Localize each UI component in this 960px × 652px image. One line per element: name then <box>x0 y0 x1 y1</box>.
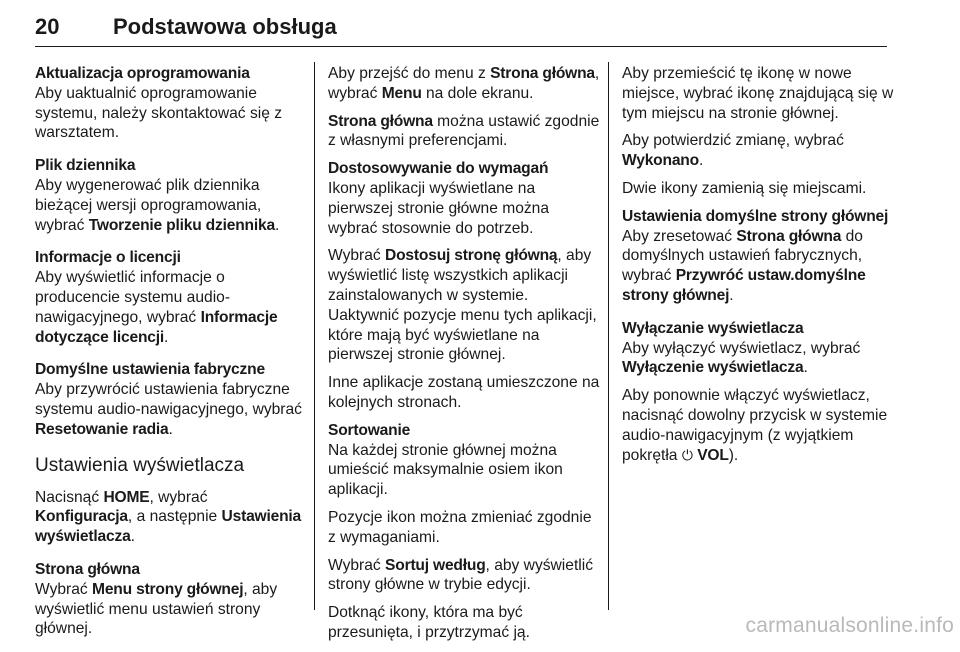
paragraph <box>328 112 602 152</box>
text: na dole ekranu. <box>421 84 534 102</box>
menu-option: Menu <box>381 84 422 102</box>
column-divider <box>314 62 315 610</box>
block-home-page <box>35 560 305 639</box>
text: Aby wyłączyć wyświetlacz, wybrać <box>622 339 861 357</box>
subheading: Wyłączanie wyświetlacza <box>622 319 804 337</box>
paragraph: Aby potwierdzić zmianę, wybrać Wykonano. <box>622 132 844 170</box>
chapter-title: Podstawowa obsługa <box>113 14 337 39</box>
subheading: Plik dziennika <box>35 157 136 175</box>
paragraph: Aby uaktualnić oprogramowanie systemu, należy skontaktować się z warsztatem. <box>35 84 283 142</box>
block-customize <box>328 159 602 238</box>
paragraph: Aby wyświetlić informacje o producencie systemu audio-nawigacyjnego, wybrać Informacje dotyczące licencji. <box>35 269 278 346</box>
menu-option: Wykonano <box>622 152 699 170</box>
text: Aby ponownie włączyć wyświetlacz, nacisnąć dowolny przycisk w systemie audio-nawigacyjnym (z wyjątkiem pokrętła <box>622 387 888 464</box>
text: Wybrać <box>328 247 386 265</box>
paragraph <box>328 64 602 104</box>
text: Aby przywrócić ustawienia fabryczne systemu audio-nawigacyjnego, wybrać <box>35 381 302 418</box>
text: , aby wyświetlić menu ustawień strony głównej. <box>35 580 278 638</box>
subheading: Strona główna <box>35 560 140 578</box>
menu-option: Konfiguracja <box>35 508 128 526</box>
block-factory-defaults <box>35 360 305 439</box>
button-name: HOME <box>103 488 150 506</box>
paragraph: Dwie ikony zamienią się miejscami. <box>622 179 867 197</box>
menu-option: Strona główna <box>736 227 842 245</box>
menu-option: Strona główna <box>328 112 433 130</box>
menu-option: Tworzenie pliku dziennika <box>88 216 275 234</box>
subheading: Domyślne ustawienia fabryczne <box>35 361 265 379</box>
subheading: Ustawienia domyślne strony głównej <box>622 207 889 225</box>
text: , wybrać <box>149 488 208 506</box>
section-heading: Ustawienia wyświetlacza <box>35 454 245 476</box>
column-1 <box>35 64 305 652</box>
menu-option: Wyłączenie wyświetlacza <box>622 359 804 377</box>
paragraph: Aby przywrócić ustawienia fabryczne systemu audio-nawigacyjnego, wybrać Resetowanie radia. <box>35 381 302 438</box>
text: Aby potwierdzić zmianę, wybrać <box>622 132 844 150</box>
paragraph: Aby zresetować Strona główna do domyślnych ustawień fabrycznych, wybrać Przywróć ustaw.domyślne strony głównej. <box>622 227 866 304</box>
text: , wybrać <box>328 65 600 102</box>
menu-option: Informacje dotyczące licencji <box>35 308 278 346</box>
text: Aby zresetować <box>622 227 737 245</box>
text: Aby wyświetlić informacje o producencie systemu audio-nawigacyjnego, wybrać <box>35 269 231 326</box>
paragraph: Aby przemieścić tę ikonę w nowe miejsce, wybrać ikonę znajdującą się w tym miejscu na stronie głównej. <box>622 65 894 122</box>
column-divider <box>608 62 609 610</box>
text: Nacisnąć <box>35 488 104 506</box>
page-header <box>35 2 887 47</box>
paragraph: Pozycje ikon można zmieniać zgodnie z wymaganiami. <box>328 508 592 546</box>
block-software-update <box>35 64 305 143</box>
paragraph: Na każdej stronie głównej można umieścić maksymalnie osiem ikon aplikacji. <box>328 441 563 499</box>
menu-option: Dostosuj stronę główną <box>385 247 558 265</box>
text: , a następnie <box>127 508 222 526</box>
menu-option: Strona główna <box>490 65 595 82</box>
text: , aby wyświetlić listę wszystkich aplikacji zainstalowanych w systemie. Uaktywnić pozycje menu tych aplikacji, które mają być wyświetlane na pierwszej stronie głównej. <box>328 247 597 364</box>
paragraph <box>328 246 602 365</box>
text: Aby przejść do menu z <box>328 65 491 82</box>
text: Aby wygenerować plik dziennika bieżącej wersji oprogramowania, wybrać <box>35 176 262 234</box>
menu-option: Menu strony głównej <box>92 580 244 598</box>
text: ). <box>728 446 739 464</box>
block-home-defaults <box>622 207 894 306</box>
subheading: Dostosowywanie do wymagań <box>328 160 549 178</box>
paragraph <box>622 386 894 465</box>
paragraph: Inne aplikacje zostaną umieszczone na kolejnych stronach. <box>328 374 600 411</box>
knob-name: VOL <box>697 446 729 464</box>
block-display-off <box>622 319 894 378</box>
paragraph <box>35 580 305 639</box>
block-license-info <box>35 248 305 347</box>
column-2 <box>328 64 602 651</box>
power-icon: ⏻ <box>681 446 693 463</box>
paragraph: Ikony aplikacji wyświetlane na pierwszej stronie główne można wybrać stosownie do potrzeb. <box>328 179 550 237</box>
text: do domyślnych ustawień fabrycznych, wybrać <box>622 227 863 285</box>
menu-option: Sortuj według <box>385 556 486 574</box>
text: Wybrać <box>328 556 386 574</box>
watermark: carmanualsonline.info <box>745 614 954 637</box>
paragraph: Aby wygenerować plik dziennika bieżącej wersji oprogramowania, wybrać Tworzenie pliku dziennika. <box>35 176 280 234</box>
paragraph: Dotknąć ikony, która ma być przesunięta, i przytrzymać ją. <box>328 604 530 641</box>
text: można ustawić zgodnie z własnymi preferencjami. <box>328 112 600 150</box>
menu-option: Przywróć ustaw.domyślne strony głównej <box>622 267 866 304</box>
text: Wybrać <box>35 580 93 598</box>
subheading: Informacje o licencji <box>35 249 181 267</box>
block-sorting <box>328 421 602 500</box>
column-3 <box>622 64 894 473</box>
page-number: 20 <box>35 14 60 39</box>
paragraph: Aby wyłączyć wyświetlacz, wybrać Wyłączenie wyświetlacza. <box>622 339 861 377</box>
menu-option: Resetowanie radia <box>35 420 169 438</box>
menu-option: Ustawienia wyświetlacza <box>35 508 302 546</box>
paragraph <box>328 556 602 596</box>
block-log-file <box>35 156 305 235</box>
paragraph: Nacisnąć HOME, wybrać Konfiguracja, a następnie Ustawienia wyświetlacza. <box>35 488 302 546</box>
subheading: Aktualizacja oprogramowania <box>35 65 250 82</box>
text: , aby wyświetlić strony główne w trybie edycji. <box>328 556 593 594</box>
subheading: Sortowanie <box>328 421 411 439</box>
